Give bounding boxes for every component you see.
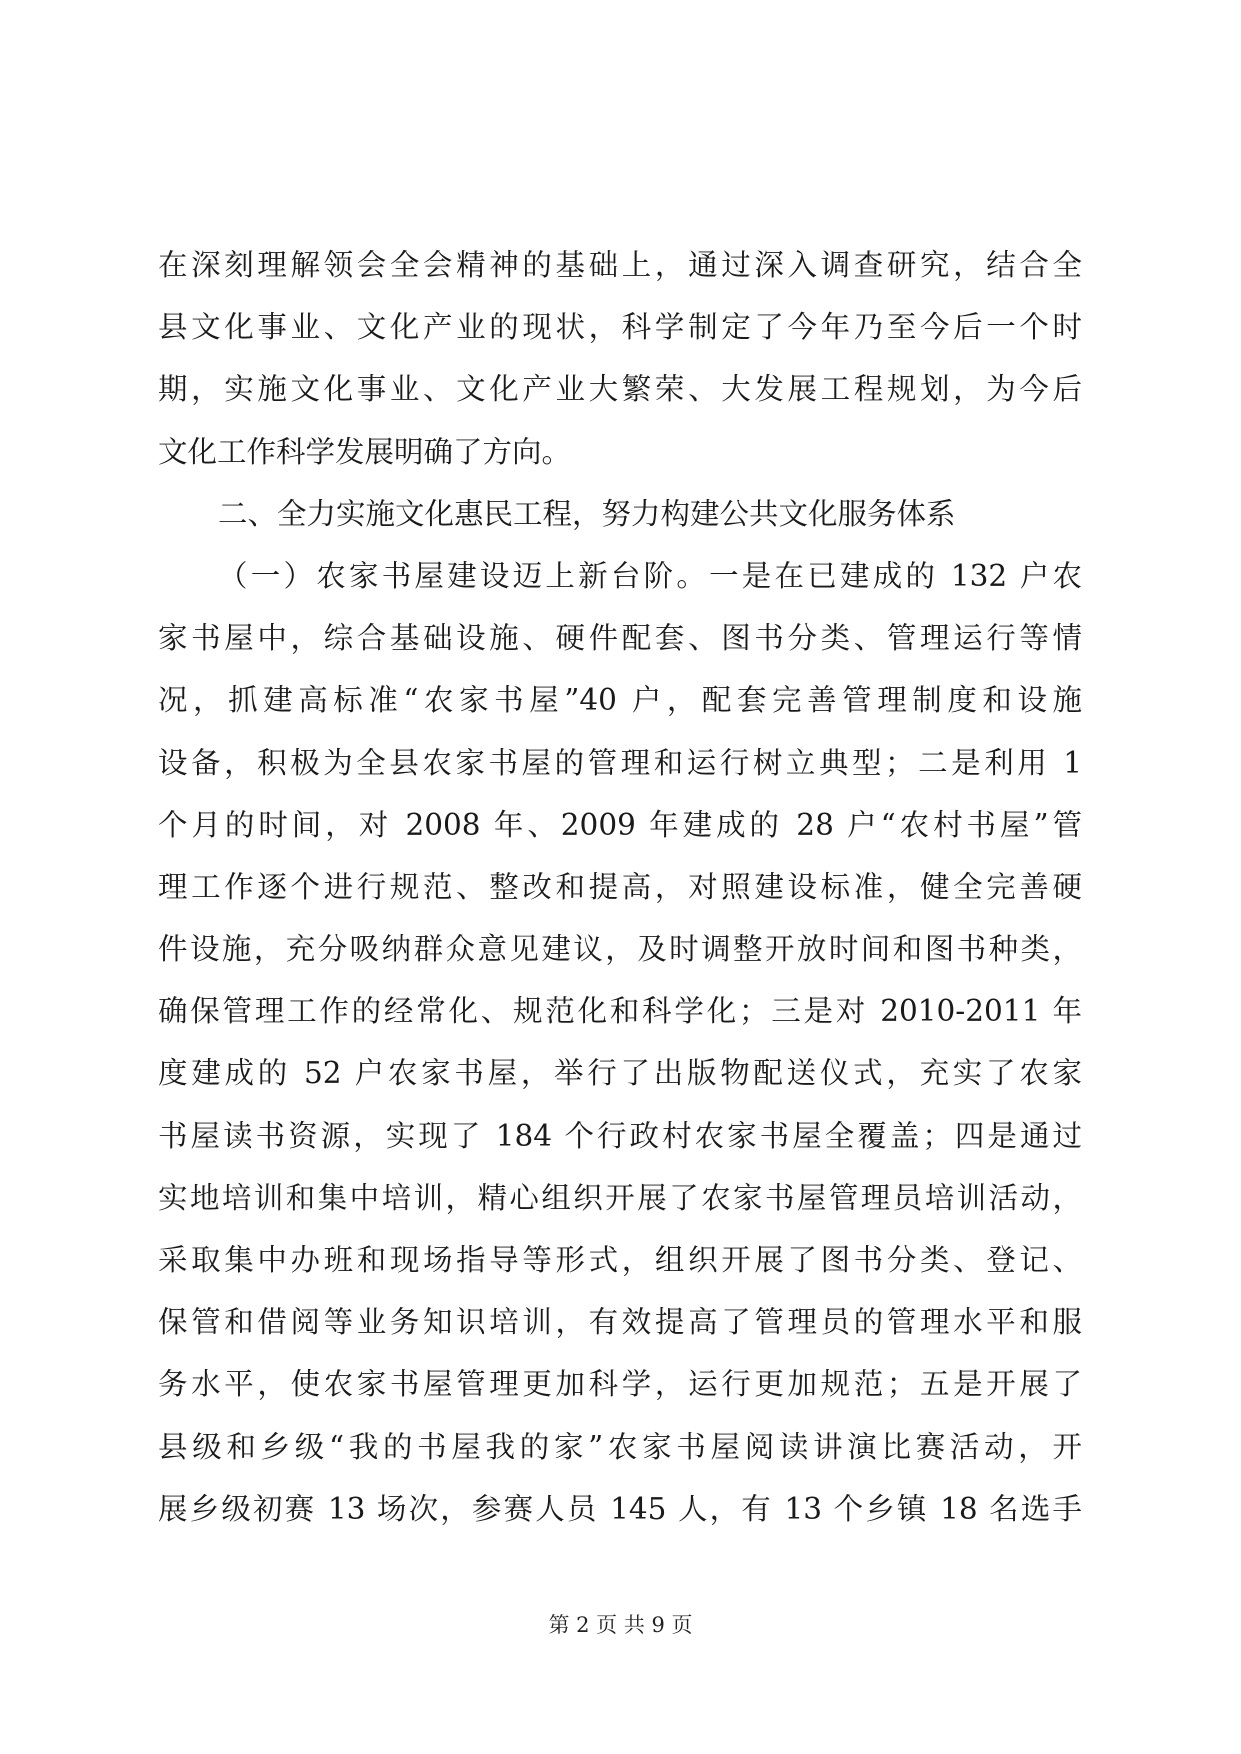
text-line: 在深刻理解领会全会精神的基础上，通过深入调查研究，结合全 [158,248,1082,282]
text-line: 实地培训和集中培训，精心组织开展了农家书屋管理员培训活动， [158,1180,1082,1215]
paragraph-1 [158,234,1082,483]
text-line: 采取集中办班和现场指导等形式，组织开展了图书分类、登记、 [158,1243,1082,1277]
text-line: 县文化事业、文化产业的现状，科学制定了今年乃至今后一个时 [158,310,1082,345]
text-line: 确保管理工作的经常化、规范化和科学化；三是对 2010-2011 年 [158,994,1082,1029]
text-line: 家书屋中，综合基础设施、硬件配套、图书分类、管理运行等情 [158,621,1082,656]
text-line: （一）农家书屋建设迈上新台阶。一是在已建成的 132 户农 [218,558,1082,593]
text-line: 书屋读书资源，实现了 184 个行政村农家书屋全覆盖；四是通过 [158,1118,1082,1153]
text-line: 设备，积极为全县农家书屋的管理和运行树立典型；二是利用 1 [158,745,1082,780]
text-line: 期，实施文化事业、文化产业大繁荣、大发展工程规划，为今后 [158,372,1082,407]
text-line: 务水平，使农家书屋管理更加科学，运行更加规范；五是开展了 [158,1367,1082,1402]
page-footer: 第 2 页 共 9 页 [548,1613,693,1637]
text-line: 展乡级初赛 13 场次，参赛人员 145 人，有 13 个乡镇 18 名选手 [158,1491,1082,1526]
section-heading: 二、全力实施文化惠民工程，努力构建公共文化服务体系 [218,496,956,531]
text-line: 个月的时间，对 2008 年、2009 年建成的 28 户“农村书屋”管 [158,807,1082,842]
text-line: 度建成的 52 户农家书屋，举行了出版物配送仪式，充实了农家 [158,1056,1082,1091]
text-line: 理工作逐个进行规范、整改和提高，对照建设标准，健全完善硬 [158,869,1082,904]
text-line: 件设施，充分吸纳群众意见建议，及时调整开放时间和图书种类， [158,932,1082,967]
paragraph-2 [158,545,1082,1540]
text-line: 县级和乡级“我的书屋我的家”农家书屋阅读讲演比赛活动，开 [158,1429,1082,1464]
text-line: 保管和借阅等业务知识培训，有效提高了管理员的管理水平和服 [158,1305,1082,1340]
text-line: 况，抓建高标准“农家书屋”40 户，配套完善管理制度和设施 [158,683,1082,718]
text-line: 文化工作科学发展明确了方向。 [158,434,572,469]
body-text [158,234,1082,1540]
